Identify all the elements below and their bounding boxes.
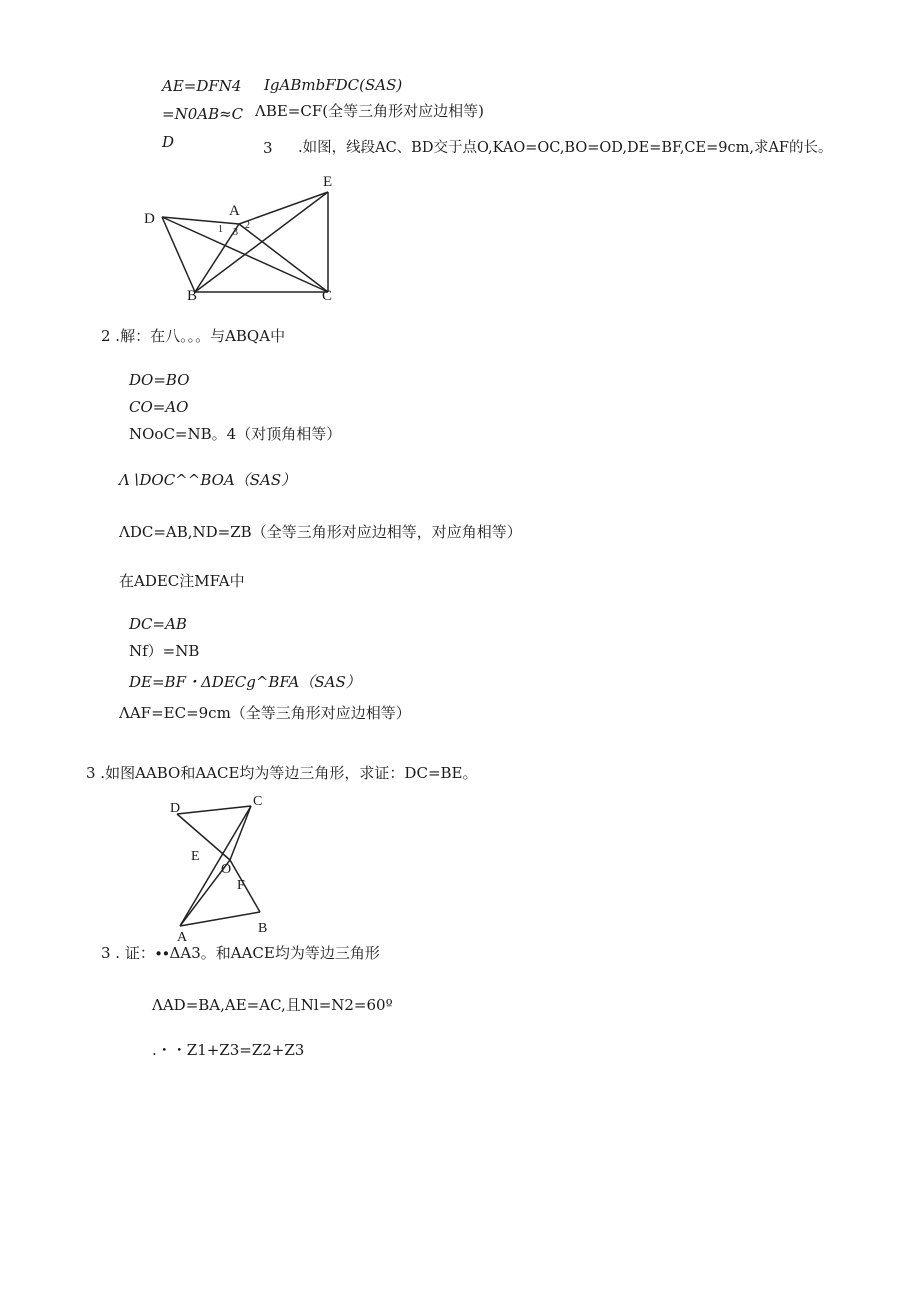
label-c2: C bbox=[253, 794, 263, 809]
solution-2-step-2: CO=AO bbox=[129, 398, 189, 416]
label-d: D bbox=[144, 211, 155, 227]
segment-co bbox=[230, 806, 251, 860]
top-line-1: AE=DFN4 bbox=[162, 77, 242, 95]
question-3-text: .如图，线段AC、BD交于点O,KAO=OC,BO=OD,DE=BF,CE=9cm,求AF的长。 bbox=[298, 140, 833, 156]
label-e2: E bbox=[191, 849, 200, 864]
solution-2-step-5: ΛDC=AB,ND=ZB（全等三角形对应边相等，对应角相等） bbox=[119, 523, 522, 541]
label-e: E bbox=[323, 174, 333, 190]
segment-db bbox=[162, 217, 195, 292]
top-right-line-2: ΛBE=CF(全等三角形对应边相等) bbox=[255, 102, 484, 120]
label-d2: D bbox=[170, 801, 181, 816]
figure-equilateral-triangles bbox=[160, 788, 280, 946]
solution-2-step-6: 在ADEC注MFA中 bbox=[119, 572, 245, 590]
solution-2-step-4: Λ∖DOC^^BOA（SAS） bbox=[119, 471, 297, 489]
solution-2-step-7: DC=AB bbox=[129, 615, 187, 633]
top-line-3: D bbox=[162, 133, 175, 151]
angle-label-1: 1 bbox=[218, 224, 223, 235]
segment-ob bbox=[230, 860, 260, 912]
label-f2: F bbox=[237, 878, 245, 893]
solution-2-step-3: NOoC=NB。4（对顶角相等） bbox=[129, 425, 342, 443]
figure-quadrilateral bbox=[130, 166, 360, 308]
solution-2-step-1: DO=BO bbox=[129, 371, 190, 389]
segment-ca bbox=[180, 806, 251, 926]
angle-label-2: 2 bbox=[245, 220, 250, 231]
solution-3-heading: 3 . 证：∙∙ΔA3。和AACE均为等边三角形 bbox=[101, 944, 380, 962]
solution-2-heading: 2 .解：在八。。。与ABQA中 bbox=[101, 327, 286, 345]
top-line-2: =N0AB≈C bbox=[162, 105, 244, 123]
label-a: A bbox=[229, 203, 240, 219]
question-3-number: 3 bbox=[263, 139, 273, 157]
label-o2: O bbox=[221, 862, 232, 877]
label-b: B bbox=[187, 288, 198, 304]
solution-3-step-1: ΛAD=BA,AE=AC,且Nl=N2=60º bbox=[152, 996, 393, 1014]
segment-do bbox=[177, 814, 230, 860]
label-b2: B bbox=[258, 921, 268, 936]
segment-ab bbox=[180, 912, 260, 926]
top-right-line-1: IgABmbFDC(SAS) bbox=[264, 76, 403, 94]
question-3b-text: 3 .如图AABO和AACE均为等边三角形，求证：DC=BE。 bbox=[86, 764, 478, 782]
label-c: C bbox=[322, 288, 333, 304]
solution-2-step-9: DE=BF・ΔDECg^BFA（SAS） bbox=[129, 673, 361, 691]
segment-dc-top bbox=[177, 806, 251, 814]
angle-label-3: 3 bbox=[233, 227, 238, 238]
solution-3-step-2: .・・Z1+Z3=Z2+Z3 bbox=[152, 1041, 305, 1059]
segment-ae bbox=[239, 192, 328, 224]
solution-2-step-10: ΛAF=EC=9cm（全等三角形对应边相等） bbox=[119, 704, 411, 722]
label-a2: A bbox=[177, 930, 188, 945]
solution-2-step-8: Nf）=NB bbox=[129, 642, 200, 660]
